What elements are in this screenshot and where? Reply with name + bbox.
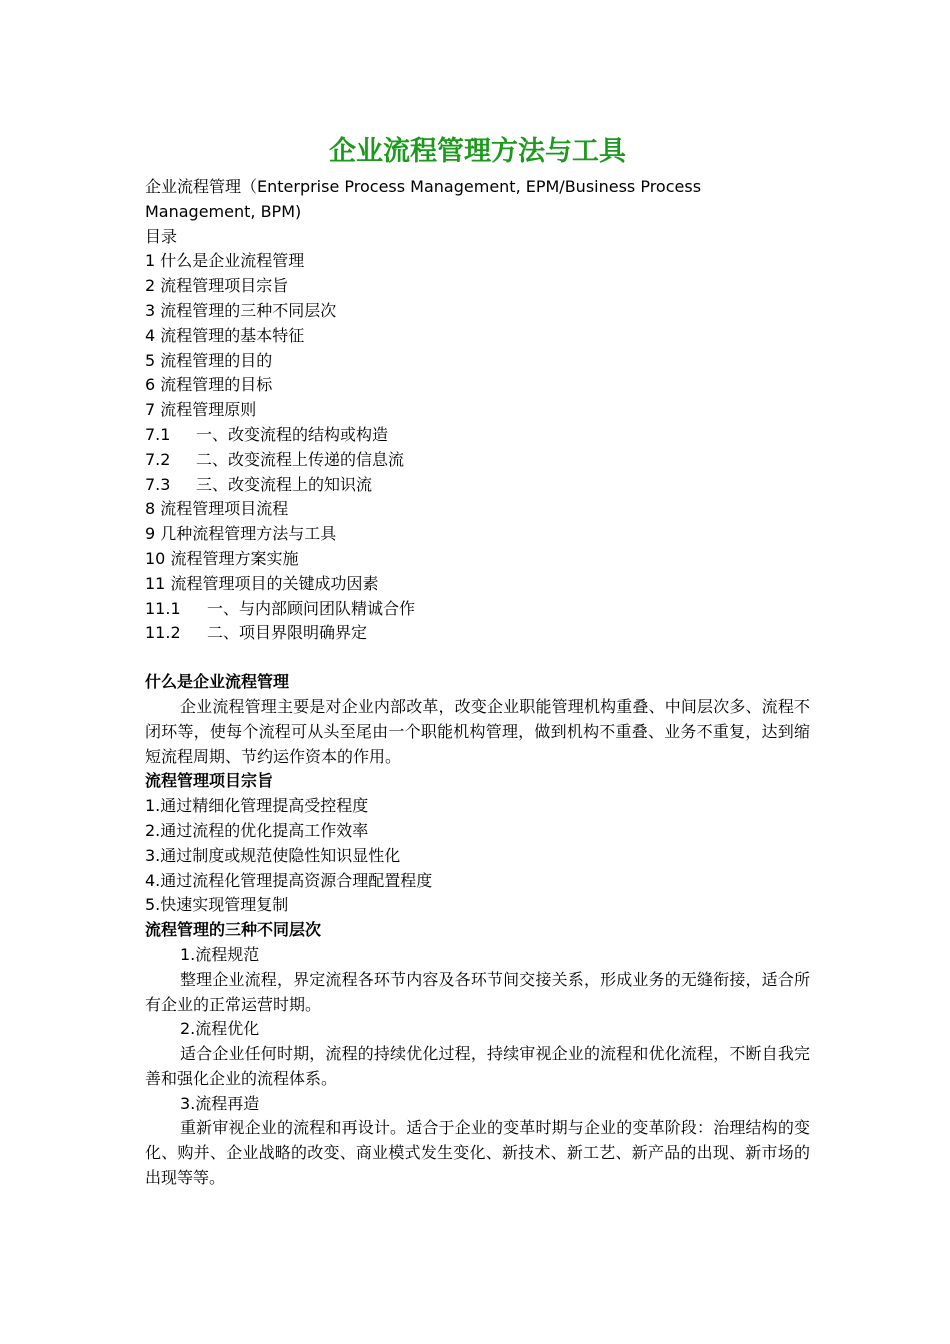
section-heading: 流程管理的三种不同层次 [145,920,322,940]
toc-item[interactable] [145,274,810,299]
toc-item[interactable] [145,572,810,597]
toc-item-text: 流程管理方案实施 [170,548,299,568]
toc-item-number: 3 [145,300,156,320]
toc-item-text: 流程管理的三种不同层次 [160,300,337,320]
toc-item-text: 二、项目界限明确界定 [207,623,368,643]
document-title: 企业流程管理方法与工具 [329,136,626,167]
toc-item[interactable] [145,547,810,572]
section-paragraph: 适合企业任何时期，流程的持续优化过程，持续审视企业的流程和优化流程，不断自我完善和强化企业的流程体系。 [145,1044,810,1088]
section-paragraph: 整理企业流程，界定流程各环节内容及各环节间交接关系，形成业务的无缝衔接，适合所有企业的正常运营时期。 [145,969,810,1014]
toc-item-number: 11.1 [145,598,181,618]
toc-item-text: 二、改变流程上传递的信息流 [196,449,405,469]
toc-subitem[interactable] [145,621,810,646]
toc-item-text: 流程管理项目流程 [160,499,289,519]
toc-item[interactable] [145,324,810,349]
toc-item-number: 7.1 [145,424,171,444]
toc-item-text: 流程管理的目的 [160,350,273,370]
toc-item-text: 流程管理项目的关键成功因素 [170,573,379,593]
toc-item-number: 8 [145,499,156,519]
toc-item-number: 7 [145,400,156,420]
toc-item[interactable] [145,249,810,274]
toc-subitem[interactable] [145,473,810,498]
section-paragraph: 企业流程管理主要是对企业内部改革，改变企业职能管理机构重叠、中间层次多、流程不闭环等，使每个流程可从头至尾由一个职能机构管理，做到机构不重叠、业务不重复，达到缩短流程周期、节约运作资本的作用。 [145,696,810,766]
list-item: 3.通过制度或规范使隐性知识显性化 [145,845,401,865]
toc-item-number: 10 [145,548,166,568]
toc-item[interactable] [145,398,810,423]
list-item: 5.快速实现管理复制 [145,895,289,915]
toc-item[interactable] [145,497,810,522]
toc-item[interactable] [145,349,810,374]
toc-item-text: 三、改变流程上的知识流 [196,474,373,494]
document-body [145,132,810,1191]
subsection-label: 1.流程规范 [180,944,260,964]
toc-item-number: 7.2 [145,449,171,469]
toc-subitem[interactable] [145,423,810,448]
list-item: 2.通过流程的优化提高工作效率 [145,820,369,840]
subsection-label: 2.流程优化 [180,1019,260,1039]
toc-item-number: 4 [145,325,156,345]
toc-item-text: 流程管理的基本特征 [160,325,305,345]
toc-item-number: 2 [145,276,156,296]
toc-item-number: 6 [145,375,156,395]
section-paragraph: 重新审视企业的流程和再设计。适合于企业的变革时期与企业的变革阶段：治理结构的变化、购并、企业战略的改变、商业模式发生变化、新技术、新工艺、新产品的出现、新市场的出现等等。 [145,1118,810,1188]
toc-item-number: 5 [145,350,156,370]
table-of-contents [145,249,810,646]
subsection-label: 3.流程再造 [180,1093,260,1113]
toc-item-number: 1 [145,251,156,271]
section-heading: 什么是企业流程管理 [145,672,290,692]
section-spacer [145,646,810,670]
toc-item-number: 9 [145,524,156,544]
toc-label: 目录 [145,226,178,246]
toc-subitem[interactable] [145,597,810,622]
toc-item-number: 11 [145,573,166,593]
intro-line: 企业流程管理（Enterprise Process Management, EPM/Business Process Management, BPM) [145,177,702,221]
toc-item-text: 流程管理的目标 [160,375,273,395]
toc-item-text: 流程管理项目宗旨 [160,276,289,296]
toc-item-text: 一、改变流程的结构或构造 [196,424,389,444]
toc-item-number: 11.2 [145,623,181,643]
list-item: 1.通过精细化管理提高受控程度 [145,796,369,816]
toc-item[interactable] [145,522,810,547]
list-item: 4.通过流程化管理提高资源合理配置程度 [145,870,433,890]
toc-item-text: 什么是企业流程管理 [160,251,305,271]
toc-subitem[interactable] [145,448,810,473]
toc-item-number: 7.3 [145,474,171,494]
toc-item-text: 流程管理原则 [160,400,257,420]
section-heading: 流程管理项目宗旨 [145,771,274,791]
toc-item-text: 几种流程管理方法与工具 [160,524,337,544]
toc-item[interactable] [145,373,810,398]
toc-item[interactable] [145,299,810,324]
toc-item-text: 一、与内部顾问团队精诚合作 [207,598,416,618]
